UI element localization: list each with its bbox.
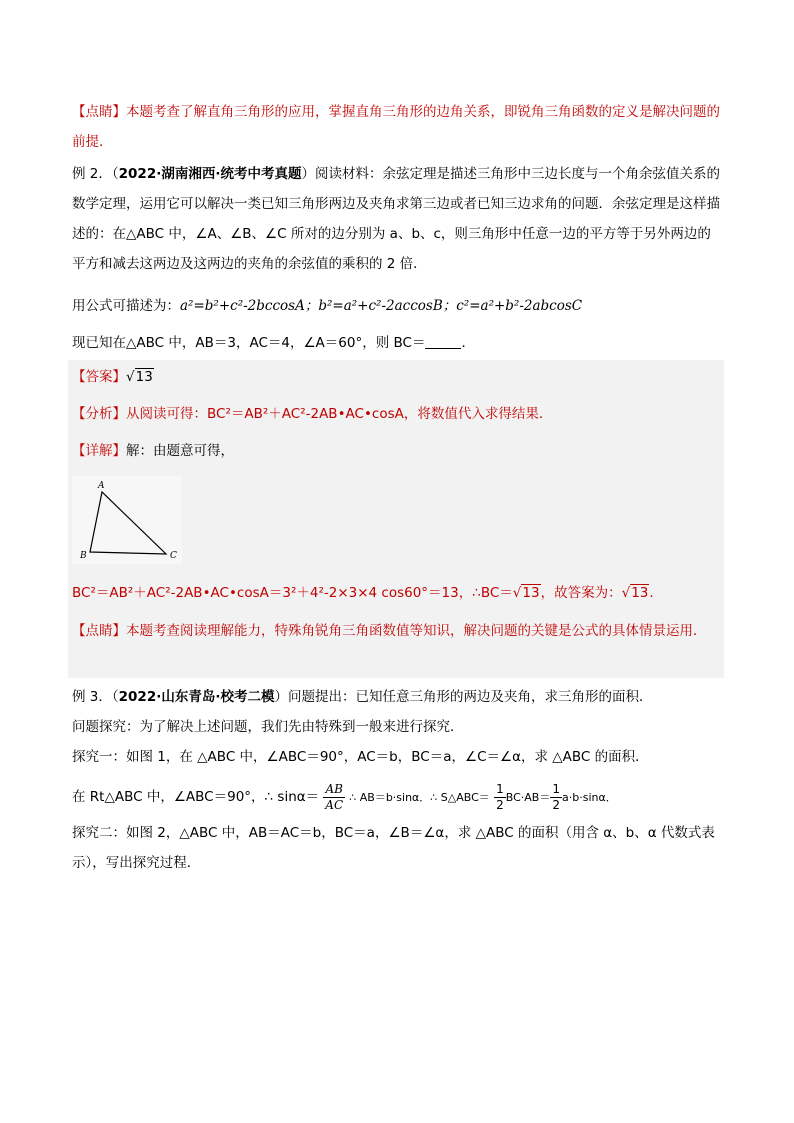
explore-two xyxy=(72,818,722,878)
explore-intro xyxy=(72,712,722,742)
question-end: ． xyxy=(461,335,475,351)
explore-one-text: 探究一：如图 1，在 △ABC 中，∠ABC＝90°，AC＝b，BC＝a，∠C＝∠α，求 △ABC 的面积． xyxy=(72,749,649,765)
detail-text: 解：由题意可得， xyxy=(126,443,234,459)
note-tag: 【点睛】 xyxy=(72,104,126,120)
example-source: 2022·山东青岛·校考二模 xyxy=(118,689,275,705)
sqrt-13-final: √13 xyxy=(621,585,649,601)
calc-mid: ，故答案为： xyxy=(540,585,622,601)
label-A: A xyxy=(98,481,105,491)
analysis-text: 从阅读可得：BC²＝AB²＋AC²-2AB•AC•cosA，将数值代入求得结果． xyxy=(126,406,553,422)
question-text: 现已知在△ABC 中，AB＝3，AC＝4，∠A＝60°，则 BC＝ xyxy=(72,335,426,351)
fraction-half-2: $\frac{1}{2}$ xyxy=(552,781,560,812)
explore-one-solution xyxy=(72,780,722,815)
answer-blank[interactable] xyxy=(425,334,461,349)
note-text: 本题考查了解直角三角形的应用，掌握直角三角形的边角关系，即锐角三角函数的定义是解决问题的前提． xyxy=(72,104,720,150)
example-source: 2022·湖南湘西·统考中考真题 xyxy=(118,166,302,182)
note-text: 本题考查阅读理解能力，特殊角锐角三角函数值等知识，解决问题的关键是公式的具体情景运用． xyxy=(126,623,707,639)
note-tag: 【点睛】 xyxy=(72,623,126,639)
area-text: ∴ AB＝b·sinα．∴ S△ABC＝ xyxy=(349,791,490,804)
example-2 xyxy=(72,159,722,279)
calc-text: BC²＝AB²＋AC²-2AB•AC•cosA＝3²＋4²-2×3×4 cos60°＝13，∴BC＝ xyxy=(72,585,513,601)
example-prefix: 例 3．（ xyxy=(72,689,119,705)
triangle-shape xyxy=(90,492,166,554)
pointer-note-1 xyxy=(72,97,722,157)
sqrt-13: √13 xyxy=(126,369,153,385)
explore-one xyxy=(72,742,722,772)
triangle-figure xyxy=(72,476,182,564)
label-C: C xyxy=(170,551,177,561)
calc-end: ． xyxy=(649,585,663,601)
formula-intro: 用公式可描述为： xyxy=(72,298,180,314)
explore-two-text: 探究二：如图 2，△ABC 中，AB＝AC＝b，BC＝a，∠B＝∠α，求 △ABC 的面积（用含 α、b、α 代数式表示），写出探究过程． xyxy=(72,825,715,871)
fraction-ab-ac: $\frac{AB}{AC}$ xyxy=(325,781,344,812)
example-text: ）阅读材料：余弦定理是描述三角形中三边长度与一个角余弦值关系的数学定理，运用它可以解决一类已知三角形两边及夹角求第三边或者已知三边求角的问题．余弦定理是这样描述的：在△ABC 中，∠A、∠B、∠C 所对的边分别为 a、b、c，则三角形中任意一边的平方等于另外两边的平方和减去这两边及这两边的夹角的余弦值的乘积的 2 倍． xyxy=(72,166,720,272)
sin-text: 在 Rt△ABC 中，∠ABC＝90°，∴ sinα＝ xyxy=(72,789,320,805)
sqrt-13-result: √13 xyxy=(512,585,540,601)
example-3 xyxy=(72,682,722,712)
detail-tag: 【详解】 xyxy=(72,443,126,459)
answer-line xyxy=(72,362,722,392)
explore-intro-text: 问题探究：为了解决上述问题，我们先由特殊到一般来进行探究． xyxy=(72,719,464,735)
area-text-2: BC·AB＝ xyxy=(505,791,551,804)
example-prefix: 例 2．（ xyxy=(72,166,119,182)
formula: a²=b²+c²-2bccosA；b²=a²+c²-2accosB；c²=a²+b²-2abcosC xyxy=(180,298,583,314)
fraction-half-1: $\frac{1}{2}$ xyxy=(496,781,504,812)
area-text-3: a·b·sinα． xyxy=(562,791,617,804)
analysis-tag: 【分析】 xyxy=(72,406,126,422)
triangle-svg xyxy=(72,476,182,564)
calc-line xyxy=(72,578,722,608)
question-line xyxy=(72,328,722,358)
example-text: ）问题提出：已知任意三角形的两边及夹角，求三角形的面积． xyxy=(274,689,653,705)
detail-line xyxy=(72,436,722,466)
answer-tag: 【答案】 xyxy=(72,369,126,385)
analysis-line xyxy=(72,399,722,429)
formula-line xyxy=(72,291,722,321)
pointer-note-2 xyxy=(72,616,722,646)
label-B: B xyxy=(80,551,87,561)
